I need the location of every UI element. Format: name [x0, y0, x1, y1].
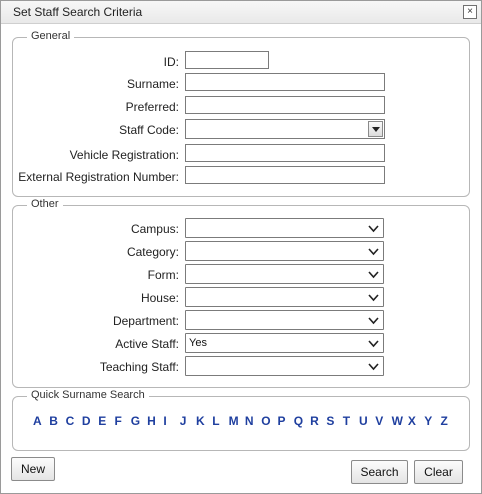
- chevron-down-icon: [368, 292, 379, 303]
- close-button[interactable]: [463, 5, 477, 19]
- letter-link-a[interactable]: A: [33, 414, 42, 428]
- letter-link-t[interactable]: T: [342, 414, 351, 428]
- chevron-down-icon: [368, 223, 379, 234]
- letter-link-s[interactable]: S: [326, 414, 335, 428]
- letter-link-o[interactable]: O: [261, 414, 271, 428]
- id-input[interactable]: [185, 51, 269, 69]
- other-group: [12, 198, 470, 388]
- letter-link-g[interactable]: G: [130, 414, 141, 428]
- letter-link-j[interactable]: J: [179, 414, 187, 428]
- active-staff-row: [13, 333, 469, 355]
- title-bar: [1, 1, 481, 24]
- dialog-title: Set Staff Search Criteria: [13, 5, 143, 19]
- surname-label: Surname:: [126, 77, 179, 91]
- active-staff-select[interactable]: [185, 333, 384, 353]
- letter-link-n[interactable]: N: [244, 414, 254, 428]
- house-select[interactable]: [185, 287, 384, 307]
- clear-button[interactable]: Clear: [414, 460, 463, 484]
- active-staff-value: Yes: [189, 337, 207, 349]
- surname-input[interactable]: [185, 73, 385, 91]
- category-row: [13, 241, 469, 263]
- chevron-down-icon: [368, 269, 379, 280]
- chevron-down-icon: [368, 338, 379, 349]
- house-label: House:: [140, 291, 179, 305]
- letter-link-z[interactable]: Z: [440, 414, 448, 428]
- letter-link-d[interactable]: D: [81, 414, 91, 428]
- letter-link-b[interactable]: B: [49, 414, 58, 428]
- letter-link-k[interactable]: K: [196, 414, 205, 428]
- letter-link-u[interactable]: U: [359, 414, 368, 428]
- preferred-label: Preferred:: [125, 100, 179, 114]
- campus-select[interactable]: [185, 218, 384, 238]
- letter-link-r[interactable]: R: [310, 414, 319, 428]
- letter-link-m[interactable]: M: [228, 414, 239, 428]
- staff-code-row: [13, 119, 469, 141]
- letter-link-x[interactable]: X: [407, 414, 416, 428]
- campus-label: Campus:: [130, 222, 179, 236]
- chevron-down-icon: [368, 246, 379, 257]
- form-row: [13, 264, 469, 286]
- letter-link-p[interactable]: P: [277, 414, 286, 428]
- teaching-staff-row: [13, 356, 469, 378]
- department-select[interactable]: [185, 310, 384, 330]
- active-staff-label: Active Staff:: [115, 337, 179, 351]
- close-icon: ×: [467, 6, 473, 17]
- quick-surname-legend: Quick Surname Search: [27, 389, 149, 401]
- preferred-row: [13, 96, 469, 118]
- staff-code-combo[interactable]: [185, 119, 385, 139]
- preferred-input[interactable]: [185, 96, 385, 114]
- letter-link-h[interactable]: H: [147, 414, 156, 428]
- letter-link-v[interactable]: V: [375, 414, 384, 428]
- form-label: Form:: [147, 268, 179, 282]
- external-registration-input[interactable]: [185, 166, 385, 184]
- category-select[interactable]: [185, 241, 384, 261]
- letter-link-y[interactable]: Y: [424, 414, 433, 428]
- triangle-down-icon: [372, 127, 380, 132]
- id-row: [13, 51, 469, 73]
- house-row: [13, 287, 469, 309]
- staff-code-dropdown-button[interactable]: [368, 121, 383, 137]
- other-legend: Other: [27, 198, 63, 210]
- quick-surname-group: [12, 389, 470, 451]
- chevron-down-icon: [368, 361, 379, 372]
- vehicle-row: [13, 144, 469, 166]
- category-label: Category:: [126, 245, 179, 259]
- teaching-staff-select[interactable]: [185, 356, 384, 376]
- external-row: [13, 166, 469, 188]
- new-button[interactable]: New: [11, 457, 55, 481]
- teaching-staff-label: Teaching Staff:: [99, 360, 179, 374]
- department-label: Department:: [112, 314, 179, 328]
- id-label: ID:: [163, 55, 179, 69]
- vehicle-registration-input[interactable]: [185, 144, 385, 162]
- letter-link-f[interactable]: F: [114, 414, 122, 428]
- letter-link-l[interactable]: L: [212, 414, 220, 428]
- general-group: [12, 30, 470, 197]
- external-label: External Registration Number:: [18, 170, 179, 184]
- letter-link-c[interactable]: C: [65, 414, 75, 428]
- chevron-down-icon: [368, 315, 379, 326]
- letter-link-i[interactable]: I: [163, 414, 167, 428]
- staff-code-label: Staff Code:: [119, 123, 179, 137]
- general-legend: General: [27, 30, 74, 42]
- search-button[interactable]: Search: [351, 460, 408, 484]
- vehicle-label: Vehicle Registration:: [69, 148, 179, 162]
- letter-link-q[interactable]: Q: [293, 414, 304, 428]
- surname-row: [13, 73, 469, 95]
- letter-link-e[interactable]: E: [98, 414, 107, 428]
- form-select[interactable]: [185, 264, 384, 284]
- department-row: [13, 310, 469, 332]
- campus-row: [13, 218, 469, 240]
- letter-link-w[interactable]: W: [391, 414, 403, 428]
